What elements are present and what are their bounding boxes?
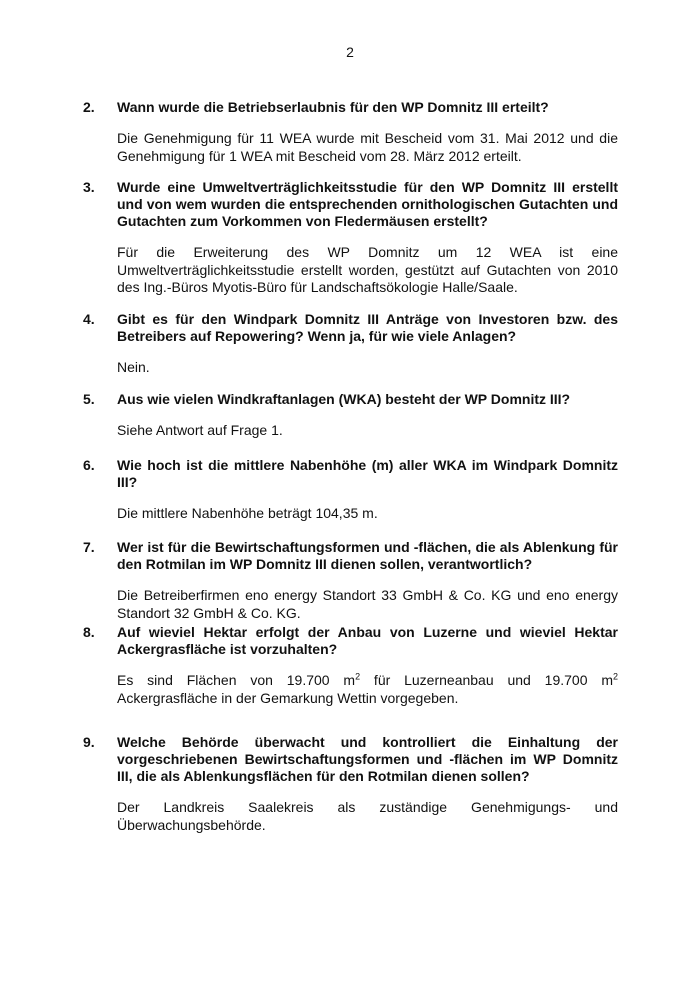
answer-part: Es sind Flächen von 19.700 m bbox=[117, 672, 356, 688]
question-text: Welche Behörde überwacht und kontrolliert die Einhaltung der vorgeschriebenen Bewirtschaftungsformen und -flächen im WP Domnitz III, die als Ablenkungsflächen für den Rotmilan dienen sollen? bbox=[117, 734, 618, 784]
question-number: 4. bbox=[83, 311, 95, 327]
qa-item-4 bbox=[83, 311, 618, 377]
question bbox=[83, 311, 618, 345]
question-number: 3. bbox=[83, 179, 95, 195]
question bbox=[83, 99, 618, 116]
question bbox=[83, 624, 618, 658]
question-text: Aus wie vielen Windkraftanlagen (WKA) besteht der WP Domnitz III? bbox=[117, 391, 571, 407]
superscript: 2 bbox=[612, 671, 618, 682]
qa-item-3 bbox=[83, 179, 618, 297]
answer-text: Der Landkreis Saalekreis als zuständige Genehmigungs- und Überwachungsbehörde. bbox=[117, 799, 618, 833]
question bbox=[83, 734, 618, 785]
question-text: Gibt es für den Windpark Domnitz III Anträge von Investoren bzw. des Betreibers auf Repowering? Wenn ja, für wie viele Anlagen? bbox=[117, 311, 618, 344]
answer-text: Für die Erweiterung des WP Domnitz um 12 WEA ist eine Umweltverträglichkeitsstudie erstellt worden, gestützt auf Gutachten von 2010 des Ing.-Büros Myotis-Büro für Landschaftsökologie Halle/Saale. bbox=[117, 244, 618, 295]
qa-item-9 bbox=[83, 734, 618, 834]
question-text: Wurde eine Umweltverträglichkeitsstudie für den WP Domnitz III erstellt und von wem wurden die entsprechenden ornithologischen Gutachten und Gutachten zum Vorkommen von Fledermäusen erstellt? bbox=[117, 179, 618, 229]
answer-text bbox=[117, 672, 618, 707]
superscript: 2 bbox=[355, 671, 361, 682]
answer-part: Ackergrasfläche in der Gemarkung Wettin vorgegeben. bbox=[117, 689, 459, 706]
question-text: Wer ist für die Bewirtschaftungsformen und -flächen, die als Ablenkung für den Rotmilan im WP Domnitz III dienen sollen, verantwortlich? bbox=[117, 539, 618, 572]
answer-text: Siehe Antwort auf Frage 1. bbox=[117, 422, 283, 438]
question-number: 8. bbox=[83, 624, 95, 640]
qa-item-8 bbox=[83, 624, 618, 707]
qa-item-6 bbox=[83, 457, 618, 523]
answer-text: Nein. bbox=[117, 359, 150, 375]
question bbox=[83, 457, 618, 491]
answer-text: Die Betreiberfirmen eno energy Standort 33 GmbH & Co. KG und eno energy Standort 32 GmbH & Co. KG. bbox=[117, 587, 618, 621]
qa-item-2 bbox=[83, 99, 618, 165]
question-text: Wie hoch ist die mittlere Nabenhöhe (m) aller WKA im Windpark Domnitz III? bbox=[117, 457, 618, 490]
answer-part: für Luzerneanbau und 19.700 m bbox=[360, 672, 613, 688]
question-number: 5. bbox=[83, 391, 95, 407]
question-number: 2. bbox=[83, 99, 95, 115]
qa-item-7 bbox=[83, 539, 618, 622]
page-number: 2 bbox=[346, 44, 354, 60]
question bbox=[83, 539, 618, 573]
question-number: 7. bbox=[83, 539, 95, 555]
qa-item-5 bbox=[83, 391, 618, 440]
answer-text: Die Genehmigung für 11 WEA wurde mit Bescheid vom 31. Mai 2012 und die Genehmigung für 1 WEA mit Bescheid vom 28. März 2012 erteilt. bbox=[117, 130, 618, 164]
question-number: 6. bbox=[83, 457, 95, 473]
question-text: Wann wurde die Betriebserlaubnis für den WP Domnitz III erteilt? bbox=[117, 99, 549, 115]
question bbox=[83, 391, 618, 408]
question-text: Auf wieviel Hektar erfolgt der Anbau von Luzerne und wieviel Hektar Ackergrasfläche ist vorzuhalten? bbox=[117, 624, 618, 657]
question-number: 9. bbox=[83, 734, 95, 750]
answer-text: Die mittlere Nabenhöhe beträgt 104,35 m. bbox=[117, 505, 378, 521]
question bbox=[83, 179, 618, 230]
